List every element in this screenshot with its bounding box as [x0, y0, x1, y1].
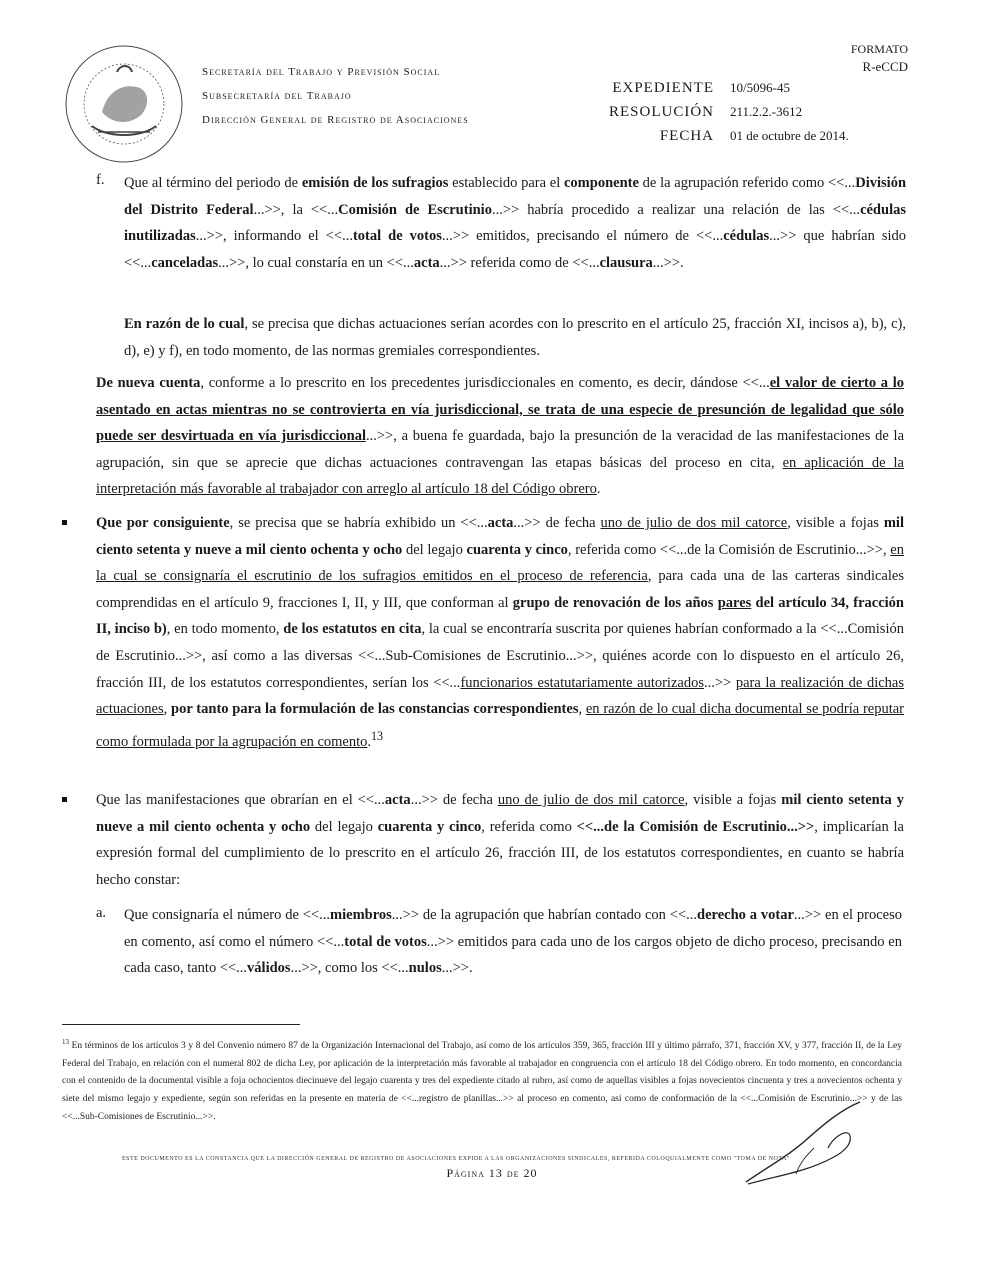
formato-code: R-eCCD: [862, 59, 908, 74]
case-metadata: [606, 76, 849, 148]
expediente-label: EXPEDIENTE: [612, 80, 714, 96]
agency-line-2: Subsecretaría del Trabajo: [202, 90, 352, 102]
agency-header: [202, 60, 469, 132]
paragraph-f: Que al término del periodo de emisión de los sufragios establecido para el componente de la agrupación referido como <<...División del Distrito Federal...>>, la <<...Comisión de Escrutinio...>> habría procedido a realizar una relación de las <<...cédulas inutilizadas...>>, informando el <<...total de votos...>> emitidos, precisando el número de <<...cédulas...>> que habrían sido <<...canceladas...>>, lo cual constaría en un <<...acta...>> referida como de <<...clausura...>>.: [124, 175, 907, 271]
resolucion-value: 211.2.2.-3612: [730, 104, 803, 119]
fecha-value: 01 de octubre de 2014.: [730, 128, 849, 143]
government-seal-icon: [62, 42, 186, 166]
footnote-ref-13: 13: [371, 728, 384, 743]
expediente-value: 10/5096-45: [730, 80, 790, 95]
paragraph-nueva-cuenta: De nueva cuenta, conforme a lo prescrito en los precedentes jurisdiccionales en comento, es decir, dándose <<...el valor de cierto a lo asentado en actas mientras no se controvierta en vía jurisdiccional, se trata de una especie de presunción de legalidad que sólo puede ser desvirtuada en vía jurisdiccional...>>, a buena fe guardada, bajo la presunción de la veracidad de las manifestaciones de la agrupación, sin que se aprecie que dichas actuaciones contravengan las etapas básicas del proceso en cita, en aplicación de la interpretación más favorable al trabajador con arreglo al artículo 18 del Código obrero.: [96, 375, 905, 498]
paragraph-bullet-2: Que las manifestaciones que obrarían en el <<...acta...>> de fecha uno de julio de dos mil catorce, visible a fojas mil ciento setenta y nueve a mil ciento ochenta y ocho del legajo cuarenta y cinco, referida como <<...de la Comisión de Escrutinio...>>, implicarían la expresión formal del cumplimiento de lo prescrito en el artículo 26, fracción III, de los estatutos correspondientes, en cuanto se habría hecho constar:: [96, 792, 904, 888]
paragraph-bullet-1: Que por consiguiente, se precisa que se habría exhibido un <<...acta...>> de fecha uno de julio de dos mil catorce, visible a fojas mil ciento setenta y nueve a mil ciento ochenta y ocho del legajo cuarenta y cinco, referida como <<...de la Comisión de Escrutinio...>>, en la cual se consignaría el escrutinio de los sufragios emitidos en el proceso de referencia, para cada una de las carteras sindicales comprendidas en el artículo 9, fracciones I, II, y III, que conforman al grupo de renovación de los años pares del artículo 34, fracción II, inciso b), en todo momento, de los estatutos en cita, la cual se encontraría suscrita por quienes habrían conformado a la <<...Comisión de Escrutinio...>>, así como a las diversas <<...Sub-Comisiones de Escrutinio...>>, quiénes acorde con lo dispuesto en el artículo 26, fracción III, de los estatutos correspondientes, serían los <<...funcionarios estatutariamente autorizados...>> para la realización de dichas actuaciones, por tanto para la formulación de las constancias correspondientes, en razón de lo cual dicha documental se podría reputar como formulada por la agrupación en comento.$^{13}$: [96, 515, 905, 750]
footnote-divider: [62, 1024, 300, 1025]
formato-label: FORMATO: [850, 42, 908, 56]
handwritten-signature: [736, 1096, 886, 1192]
agency-line-3: Dirección General de Registro de Asociaciones: [202, 114, 469, 126]
item-f-marker: f.: [96, 172, 105, 188]
footer-legend: ESTE DOCUMENTO ES LA CONSTANCIA QUE LA DIRECCIÓN GENERAL DE REGISTRO DE ASOCIACIONES EXPIDE A LAS ORGANIZACIONES SINDICALES, REFERIDA COLOQUIALMENTE COMO "TOMA DE NOTA": [122, 1156, 790, 1162]
format-label-block: [851, 40, 908, 76]
agency-line-1: Secretaría del Trabajo y Previsión Social: [202, 66, 441, 78]
bullet-marker: [62, 797, 67, 802]
page-number: Página 13 de 20: [446, 1166, 538, 1180]
bullet-marker: [62, 520, 67, 525]
fecha-label: FECHA: [659, 128, 714, 144]
item-a-marker: a.: [96, 905, 107, 921]
resolucion-label: RESOLUCIÓN: [608, 104, 714, 120]
footnote-number: 13: [62, 1038, 69, 1046]
footnote-text: En términos de los artículos 3 y 8 del Convenio número 87 de la Organización Internacional del Trabajo, así como de los artículos 359, 365, fracción III y último párrafo, 371, fracción XV, y 377, fracción II, de la Ley Federal del Trabajo, en relación con el numeral 802 de dicha Ley, por aplicación de la interpretación más favorable al trabajador en congruencia con el artículo 18 del Código obrero. En todo momento, en concordancia con el contenido de la documental visible a foja ochocientos diecinueve del legajo cuarenta y tres del expediente citado al rubro, así como de aquellas visibles a fojas novecientos cincuenta y tres a novecientos ochenta y siete del mismo legajo y expediente, según son referidas en la presente en materia de <<...registro de planillas...>> al proceso en comento, así como de conformación de la <<...Comisión de Escrutinio...>> y de las <<...Sub-Comisiones de Escrutinio...>>.: [62, 1041, 902, 1122]
paragraph-razon: En razón de lo cual, se precisa que dichas actuaciones serían acordes con lo prescrito en el artículo 25, fracción XI, incisos a), b), c), d), e) y f), en todo momento, de las normas gremiales correspondientes.: [124, 316, 906, 359]
paragraph-a: Que consignaría el número de <<...miembros...>> de la agrupación que habrían contado con <<...derecho a votar...>> en el proceso en comento, así como el número <<...total de votos...>> emitidos para cada uno de los cargos objeto de dicho proceso, precisando en cada caso, tanto <<...válidos...>>, como los <<...nulos...>>.: [124, 907, 903, 977]
